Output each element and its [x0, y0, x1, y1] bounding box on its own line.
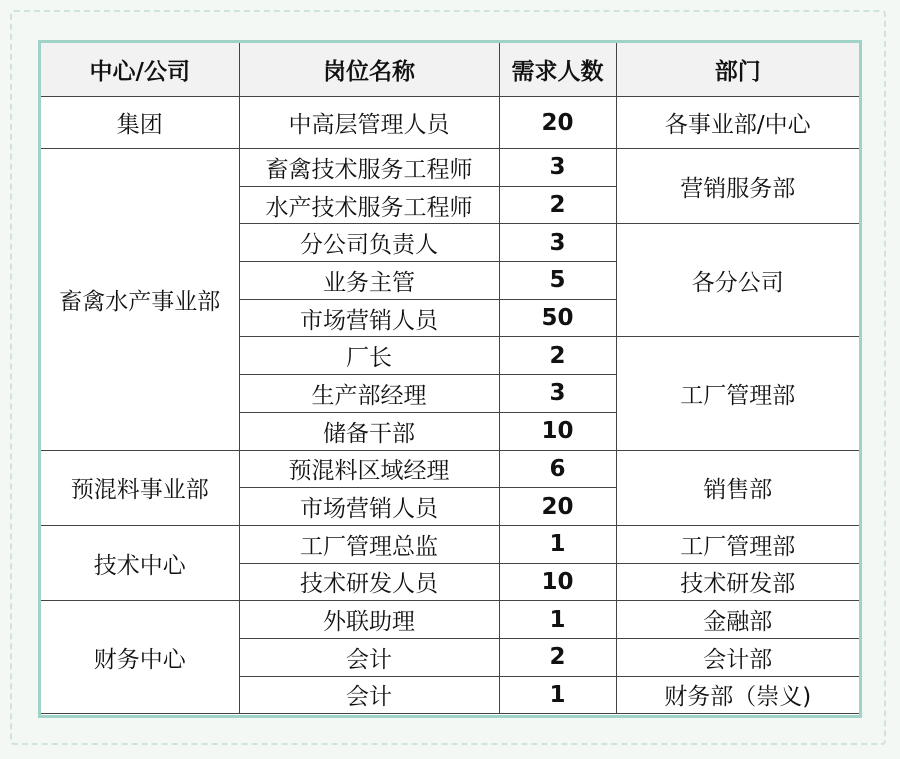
count-cell: 2	[499, 638, 616, 676]
department-cell: 各事业部/中心	[616, 97, 859, 149]
table-row	[41, 525, 859, 563]
center-cell: 财务中心	[41, 601, 239, 714]
table-row	[41, 149, 859, 187]
department-cell: 各分公司	[616, 224, 859, 337]
position-cell: 工厂管理总监	[239, 525, 499, 563]
recruitment-table	[41, 43, 859, 714]
department-cell: 营销服务部	[616, 149, 859, 224]
position-cell: 会计	[239, 638, 499, 676]
position-cell: 外联助理	[239, 601, 499, 639]
position-cell: 中高层管理人员	[239, 97, 499, 149]
count-cell: 1	[499, 525, 616, 563]
position-cell: 预混料区域经理	[239, 450, 499, 488]
table-row	[41, 97, 859, 149]
count-cell: 1	[499, 676, 616, 714]
count-cell: 6	[499, 450, 616, 488]
count-cell: 5	[499, 262, 616, 300]
header-row	[41, 43, 859, 97]
table-row	[41, 601, 859, 639]
count-cell: 3	[499, 224, 616, 262]
count-cell: 20	[499, 488, 616, 526]
count-cell: 50	[499, 299, 616, 337]
count-cell: 20	[499, 97, 616, 149]
position-cell: 水产技术服务工程师	[239, 186, 499, 224]
count-cell: 1	[499, 601, 616, 639]
department-cell: 工厂管理部	[616, 525, 859, 563]
count-cell: 10	[499, 563, 616, 601]
count-cell: 3	[499, 375, 616, 413]
center-cell: 技术中心	[41, 525, 239, 600]
position-cell: 技术研发人员	[239, 563, 499, 601]
header-count: 需求人数	[499, 43, 616, 97]
position-cell: 市场营销人员	[239, 488, 499, 526]
center-cell: 集团	[41, 97, 239, 149]
center-cell: 预混料事业部	[41, 450, 239, 525]
center-cell: 畜禽水产事业部	[41, 149, 239, 451]
position-cell: 市场营销人员	[239, 299, 499, 337]
department-cell: 工厂管理部	[616, 337, 859, 450]
table-row	[41, 450, 859, 488]
count-cell: 2	[499, 337, 616, 375]
department-cell: 销售部	[616, 450, 859, 525]
position-cell: 分公司负责人	[239, 224, 499, 262]
position-cell: 会计	[239, 676, 499, 714]
header-position: 岗位名称	[239, 43, 499, 97]
count-cell: 3	[499, 149, 616, 187]
position-cell: 畜禽技术服务工程师	[239, 149, 499, 187]
header-department: 部门	[616, 43, 859, 97]
count-cell: 10	[499, 412, 616, 450]
count-cell: 2	[499, 186, 616, 224]
position-cell: 生产部经理	[239, 375, 499, 413]
position-cell: 业务主管	[239, 262, 499, 300]
recruitment-table-card	[38, 40, 862, 718]
position-cell: 储备干部	[239, 412, 499, 450]
department-cell: 财务部（崇义)	[616, 676, 859, 714]
position-cell: 厂长	[239, 337, 499, 375]
department-cell: 会计部	[616, 638, 859, 676]
department-cell: 技术研发部	[616, 563, 859, 601]
header-center: 中心/公司	[41, 43, 239, 97]
department-cell: 金融部	[616, 601, 859, 639]
